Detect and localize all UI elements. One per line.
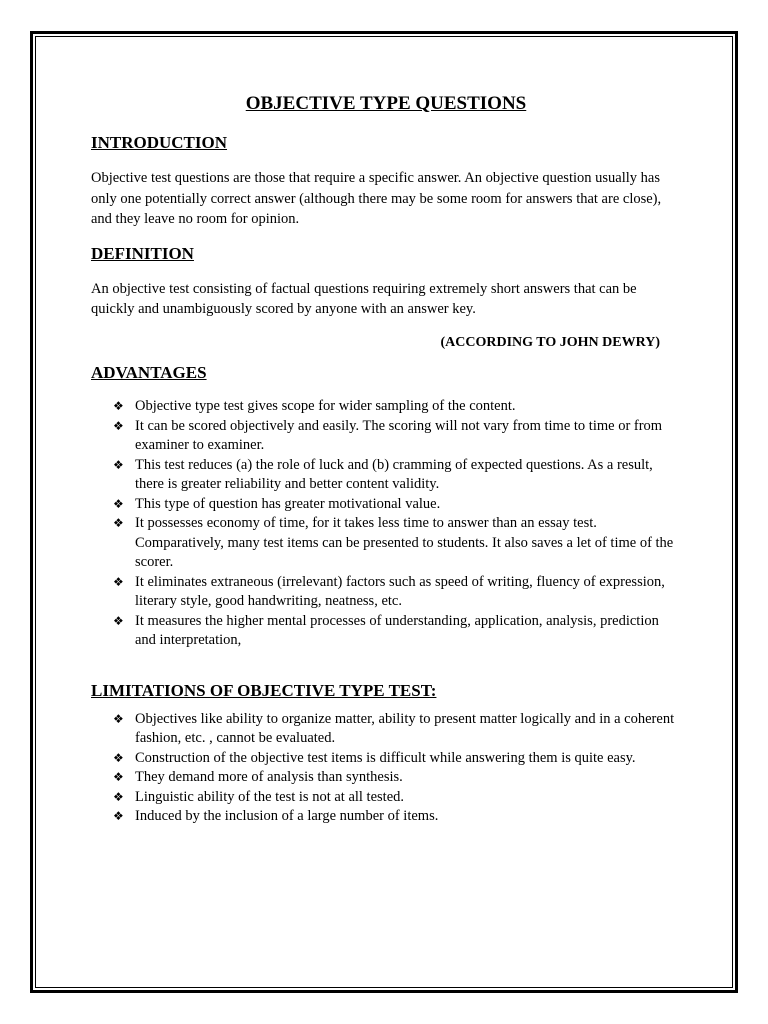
list-item — [113, 397, 681, 417]
list-item-text: It possesses economy of time, for it takes less time to answer than an essay test. Comparatively, many test items can be presented to students. It also saves a let of time of the scorer. — [135, 515, 674, 570]
list-item — [113, 417, 681, 456]
list-item-text: Induced by the inclusion of a large number of items. — [135, 808, 439, 824]
definition-attribution: (ACCORDING TO JOHN DEWRY) — [440, 334, 660, 350]
limitations-heading: LIMITATIONS OF OBJECTIVE TYPE TEST: — [91, 680, 437, 700]
list-item-text: It eliminates extraneous (irrelevant) factors such as speed of writing, fluency of expression, literary style, good handwriting, neatness, etc. — [135, 573, 665, 609]
diamond-cross-bullet-icon: ❖ — [113, 457, 124, 472]
diamond-cross-bullet-icon: ❖ — [113, 496, 124, 511]
diamond-cross-bullet-icon: ❖ — [113, 770, 124, 784]
document-body — [91, 92, 681, 827]
list-item — [113, 573, 681, 612]
diamond-cross-bullet-icon: ❖ — [113, 574, 124, 589]
list-item — [113, 495, 681, 515]
list-item — [113, 710, 681, 749]
advantages-list — [91, 397, 681, 651]
diamond-cross-bullet-icon: ❖ — [113, 750, 124, 765]
list-item-text: They demand more of analysis than synthesis. — [135, 769, 403, 785]
list-item — [113, 612, 681, 651]
list-item — [113, 807, 681, 827]
list-item — [113, 456, 681, 495]
introduction-heading: INTRODUCTION — [91, 133, 228, 152]
introduction-text: Objective test questions are those that require a specific answer. An objective question usually has only one potentially correct answer (although there may be some room for answers that are close), and they leave no room for opinion. — [91, 170, 662, 227]
list-item-text: This type of question has greater motivational value. — [135, 495, 441, 512]
list-item-text: Objective type test gives scope for wider sampling of the content. — [135, 398, 516, 414]
diamond-cross-bullet-icon: ❖ — [113, 613, 124, 628]
diamond-cross-bullet-icon: ❖ — [113, 809, 124, 823]
diamond-cross-bullet-icon: ❖ — [113, 711, 124, 726]
diamond-cross-bullet-icon: ❖ — [113, 399, 124, 413]
list-item-text: Construction of the objective test items is difficult while answering them is quite easy. — [135, 749, 636, 766]
definition-heading: DEFINITION — [91, 243, 194, 263]
diamond-cross-bullet-icon: ❖ — [113, 418, 124, 433]
list-item-text: This test reduces (a) the role of luck and (b) cramming of expected questions. As a result, there is greater reliability and better content validity. — [135, 456, 653, 492]
list-item — [113, 788, 681, 808]
page-title: OBJECTIVE TYPE QUESTIONS — [245, 93, 527, 114]
list-item-text: It can be scored objectively and easily. The scoring will not vary from time to time or from examiner to examiner. — [135, 417, 663, 453]
diamond-cross-bullet-icon: ❖ — [113, 516, 124, 530]
diamond-cross-bullet-icon: ❖ — [113, 789, 124, 804]
list-item-text: Linguistic ability of the test is not at all tested. — [135, 788, 405, 805]
definition-text: An objective test consisting of factual questions requiring extremely short answers that can be quickly and unambiguously scored by anyone with an answer key. — [91, 280, 637, 317]
advantages-heading: ADVANTAGES — [91, 363, 207, 382]
list-item-text: It measures the higher mental processes of understanding, application, analysis, prediction and interpretation, — [135, 612, 659, 648]
list-item-text: Objectives like ability to organize matter, ability to present matter logically and in a coherent fashion, etc. , cannot be evaluated. — [135, 710, 675, 746]
list-item — [113, 514, 681, 573]
list-item — [113, 768, 681, 788]
list-item — [113, 749, 681, 769]
limitations-list — [91, 710, 681, 827]
